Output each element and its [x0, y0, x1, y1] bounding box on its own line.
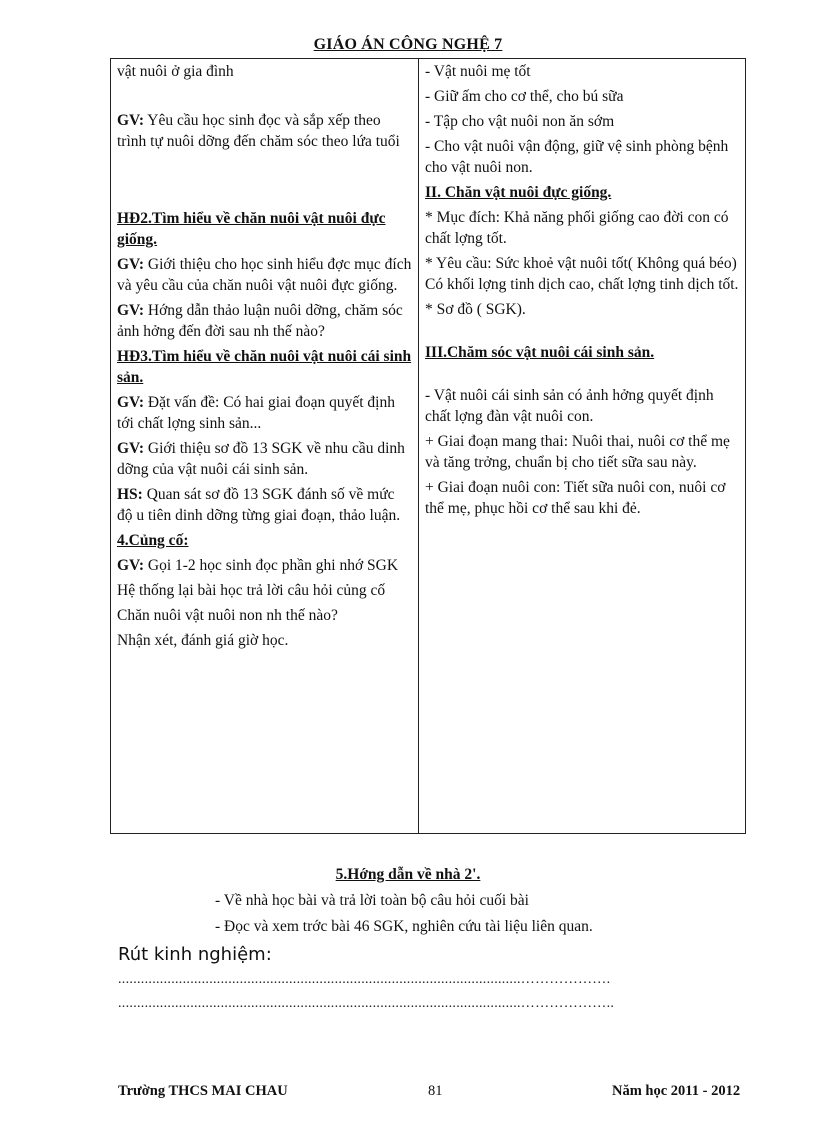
hs-instruction: HS: Quan sát sơ đồ 13 SGK đánh số về mức độ u tiên dinh dỡng từng giai đoạn, thảo luận.: [117, 486, 401, 524]
gv-instruction: GV: Giới thiệu sơ đồ 13 SGK về nhu cầu dinh dỡng của vật nuôi cái sinh sản.: [117, 440, 405, 478]
content-line: - Vật nuôi cái sinh sản có ảnh hởng quyết định chất lợng đàn vật nuôi con.: [425, 387, 714, 425]
content-line: - Giữ ấm cho cơ thể, cho bú sữa: [425, 88, 624, 105]
gv-instruction: GV: Giới thiệu cho học sinh hiểu đợc mục đích và yêu cầu của chăn nuôi vật nuôi đực giống.: [117, 256, 412, 294]
lesson-table: [110, 58, 746, 834]
content-line: - Tập cho vật nuôi non ăn sớm: [425, 113, 615, 130]
activity-heading-2: HĐ2.Tìm hiểu về chăn nuôi vật nuôi đực giống.: [117, 210, 386, 248]
left-line: Nhận xét, đánh giá giờ học.: [117, 632, 289, 649]
consolidation-heading: 4.Củng cố:: [117, 532, 189, 549]
left-line: Hệ thống lại bài học trả lời câu hỏi củng cố: [117, 582, 386, 599]
page-title: GIÁO ÁN CÔNG NGHỆ 7: [313, 36, 503, 53]
experience-label: Rút kinh nghiệm:: [118, 944, 272, 965]
activity-heading-3: HĐ3.Tìm hiểu về chăn nuôi vật nuôi cái sinh sản.: [117, 348, 412, 386]
teacher-activity-column: [111, 59, 419, 833]
homework-heading: 5.Hớng dẫn về nhà 2'.: [335, 866, 481, 883]
content-line: * Mục đích: Khả năng phối giống cao đời con có chất lợng tốt.: [425, 209, 729, 247]
page-number: 81: [428, 1083, 443, 1099]
section-heading-2: II. Chăn vật nuôi đực giống.: [425, 184, 612, 201]
dotted-line: ..........................................................................................................……………….: [118, 972, 611, 987]
left-line: Chăn nuôi vật nuôi non nh thế nào?: [117, 607, 338, 624]
gv-instruction: GV: Đặt vấn đề: Có hai giai đoạn quyết định tới chất lợng sinh sản...: [117, 394, 395, 432]
gv-instruction: GV: Gọi 1-2 học sinh đọc phần ghi nhớ SGK: [117, 557, 399, 574]
homework-line: - Đọc và xem trớc bài 46 SGK, nghiên cứu tài liệu liên quan.: [215, 918, 593, 935]
dotted-line: ..........................................................................................................………………..: [118, 996, 615, 1011]
content-line: * Sơ đồ ( SGK).: [425, 301, 526, 318]
section-heading-3: III.Chăm sóc vật nuôi cái sinh sản.: [425, 344, 655, 361]
footer-school-year: Năm học 2011 - 2012: [612, 1083, 741, 1099]
left-line: vật nuôi ở gia đình: [117, 63, 234, 80]
content-line: + Giai đoạn nuôi con: Tiết sữa nuôi con, nuôi cơ thể mẹ, phục hồi cơ thể sau khi đẻ.: [425, 479, 726, 517]
footer-school: Trường THCS MAI CHAU: [118, 1083, 288, 1099]
content-column: [419, 59, 745, 833]
content-line: + Giai đoạn mang thai: Nuôi thai, nuôi cơ thể mẹ và tăng trởng, chuẩn bị cho tiết sữa sau này.: [425, 433, 730, 471]
gv-instruction: GV: Hớng dẫn thảo luận nuôi dỡng, chăm sóc ảnh hởng đến đời sau nh thế nào?: [117, 302, 403, 340]
content-line: * Yêu cầu: Sức khoẻ vật nuôi tốt( Không quá béo) Có khối lợng tinh dịch cao, chất lợng tinh dịch tốt.: [425, 255, 739, 293]
homework-line: - Về nhà học bài và trả lời toàn bộ câu hỏi cuối bài: [215, 892, 529, 909]
content-line: - Cho vật nuôi vận động, giữ vệ sinh phòng bệnh cho vật nuôi non.: [425, 138, 729, 176]
content-line: - Vật nuôi mẹ tốt: [425, 63, 531, 80]
gv-instruction: GV: Yêu cầu học sinh đọc và sắp xếp theo trình tự nuôi dỡng đến chăm sóc theo lứa tuổi: [117, 112, 400, 150]
